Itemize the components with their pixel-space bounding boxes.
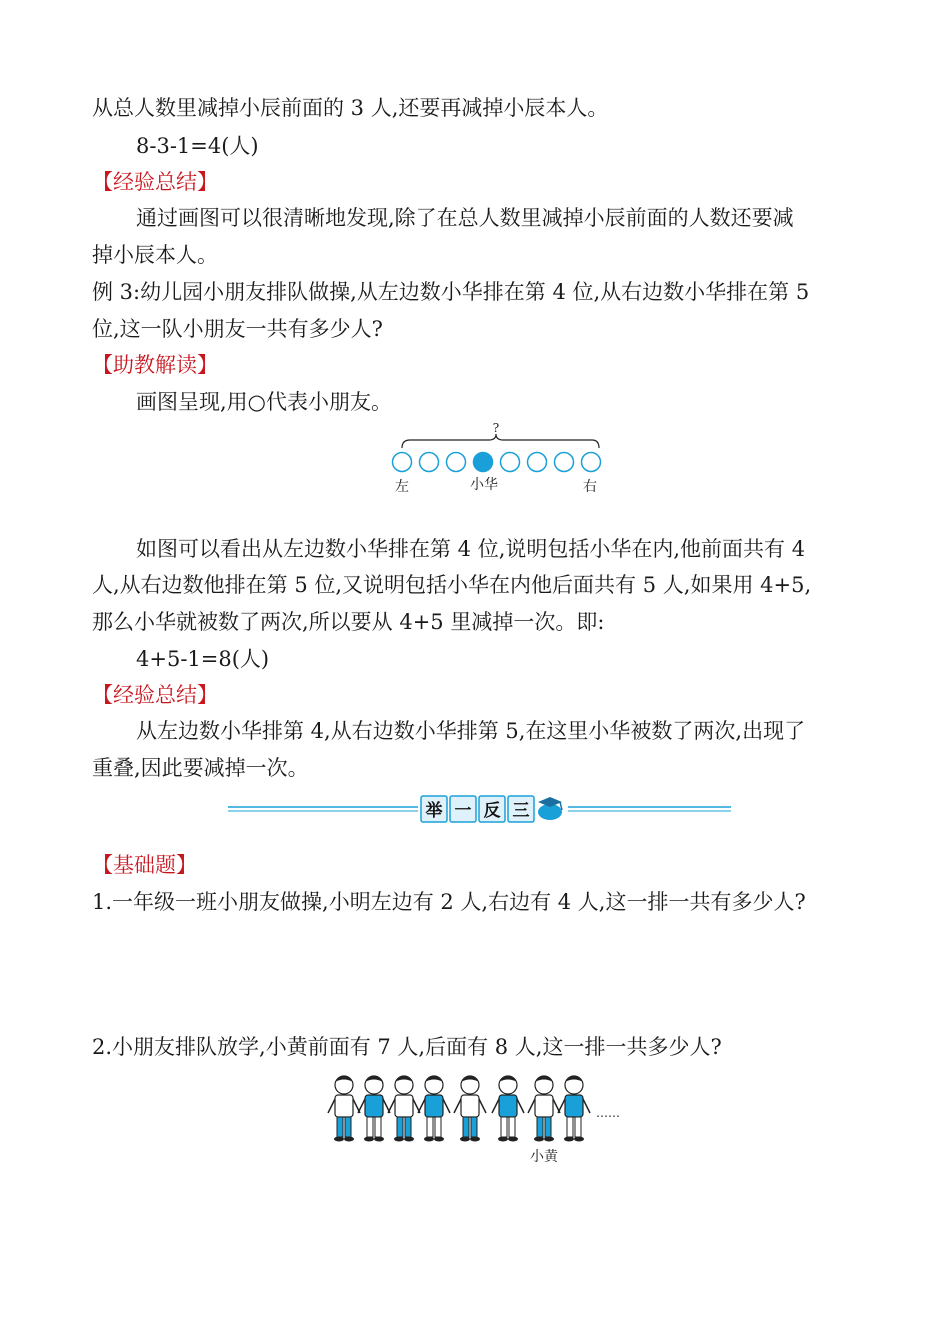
circle-xiaohua <box>474 453 493 472</box>
child-figure <box>358 1076 390 1142</box>
banner-char: 一 <box>454 801 472 821</box>
banner-char: 举 <box>425 801 443 821</box>
text-line: 通过画图可以很清晰地发现,除了在总人数里减掉小辰前面的人数还要减 <box>136 206 794 230</box>
equation: 4+5-1=8(人) <box>136 647 270 671</box>
example-title: 例 3:幼儿园小朋友排队做操,从左边数小华排在第 4 位,从右边数小华排在第 5 <box>92 280 810 304</box>
question-1: 1.一年级一班小朋友做操,小明左边有 2 人,右边有 4 人,这一排一共有多少人? <box>92 890 806 914</box>
circle-child <box>420 453 439 472</box>
circle-child <box>555 453 574 472</box>
section-heading: 【经验总结】 <box>92 683 218 707</box>
circle-child <box>528 453 547 472</box>
text-line: 人,从右边数他排在第 5 位,又说明包括小华在内他后面共有 5 人,如果用 4+5, <box>92 573 812 597</box>
child-figure <box>328 1076 360 1142</box>
text-line: 从总人数里减掉小辰前面的 3 人,还要再减掉小辰本人。 <box>92 96 609 120</box>
label-xiaohua: 小华 <box>470 477 498 493</box>
label-right: 右 <box>583 479 597 495</box>
text-line: 如图可以看出从左边数小华排在第 4 位,说明包括小华在内,他前面共有 4 <box>136 537 806 561</box>
child-figure <box>492 1076 524 1142</box>
banner-char: 反 <box>483 801 501 821</box>
text-line: 那么小华就被数了两次,所以要从 4+5 里减掉一次。即: <box>92 610 605 634</box>
text-line: 画图呈现,用○代表小朋友。 <box>136 390 392 414</box>
equation: 8-3-1=4(人) <box>136 134 259 158</box>
text-line: 位,这一队小朋友一共有多少人? <box>92 317 383 341</box>
section-banner <box>228 792 733 826</box>
circle-child <box>501 453 520 472</box>
label-left: 左 <box>395 479 409 495</box>
children-queue-illustration <box>322 1068 627 1168</box>
circle-child <box>447 453 466 472</box>
child-figure <box>418 1076 450 1142</box>
brace <box>402 434 599 448</box>
scholar-cap-icon <box>538 797 562 820</box>
circle-child <box>582 453 601 472</box>
circle-child <box>393 453 412 472</box>
child-figure <box>454 1076 486 1142</box>
child-figure <box>558 1076 590 1142</box>
section-heading: 【经验总结】 <box>92 170 218 194</box>
text-line: 重叠,因此要减掉一次。 <box>92 756 309 780</box>
ellipsis: …… <box>596 1106 620 1120</box>
question-mark: ? <box>492 421 500 435</box>
text-line: 从左边数小华排第 4,从右边数小华排第 5,在这里小华被数了两次,出现了 <box>136 719 806 743</box>
question-2: 2.小朋友排队放学,小黄前面有 7 人,后面有 8 人,这一排一共多少人? <box>92 1035 722 1059</box>
label-xiaohuang: 小黄 <box>530 1149 558 1165</box>
text-line: 掉小辰本人。 <box>92 243 218 267</box>
child-xiaohuang <box>528 1076 560 1142</box>
section-heading: 【助教解读】 <box>92 353 218 377</box>
child-figure <box>388 1076 420 1142</box>
circle-diagram <box>385 420 610 500</box>
section-heading: 【基础题】 <box>92 853 197 877</box>
banner-char: 三 <box>512 801 530 821</box>
